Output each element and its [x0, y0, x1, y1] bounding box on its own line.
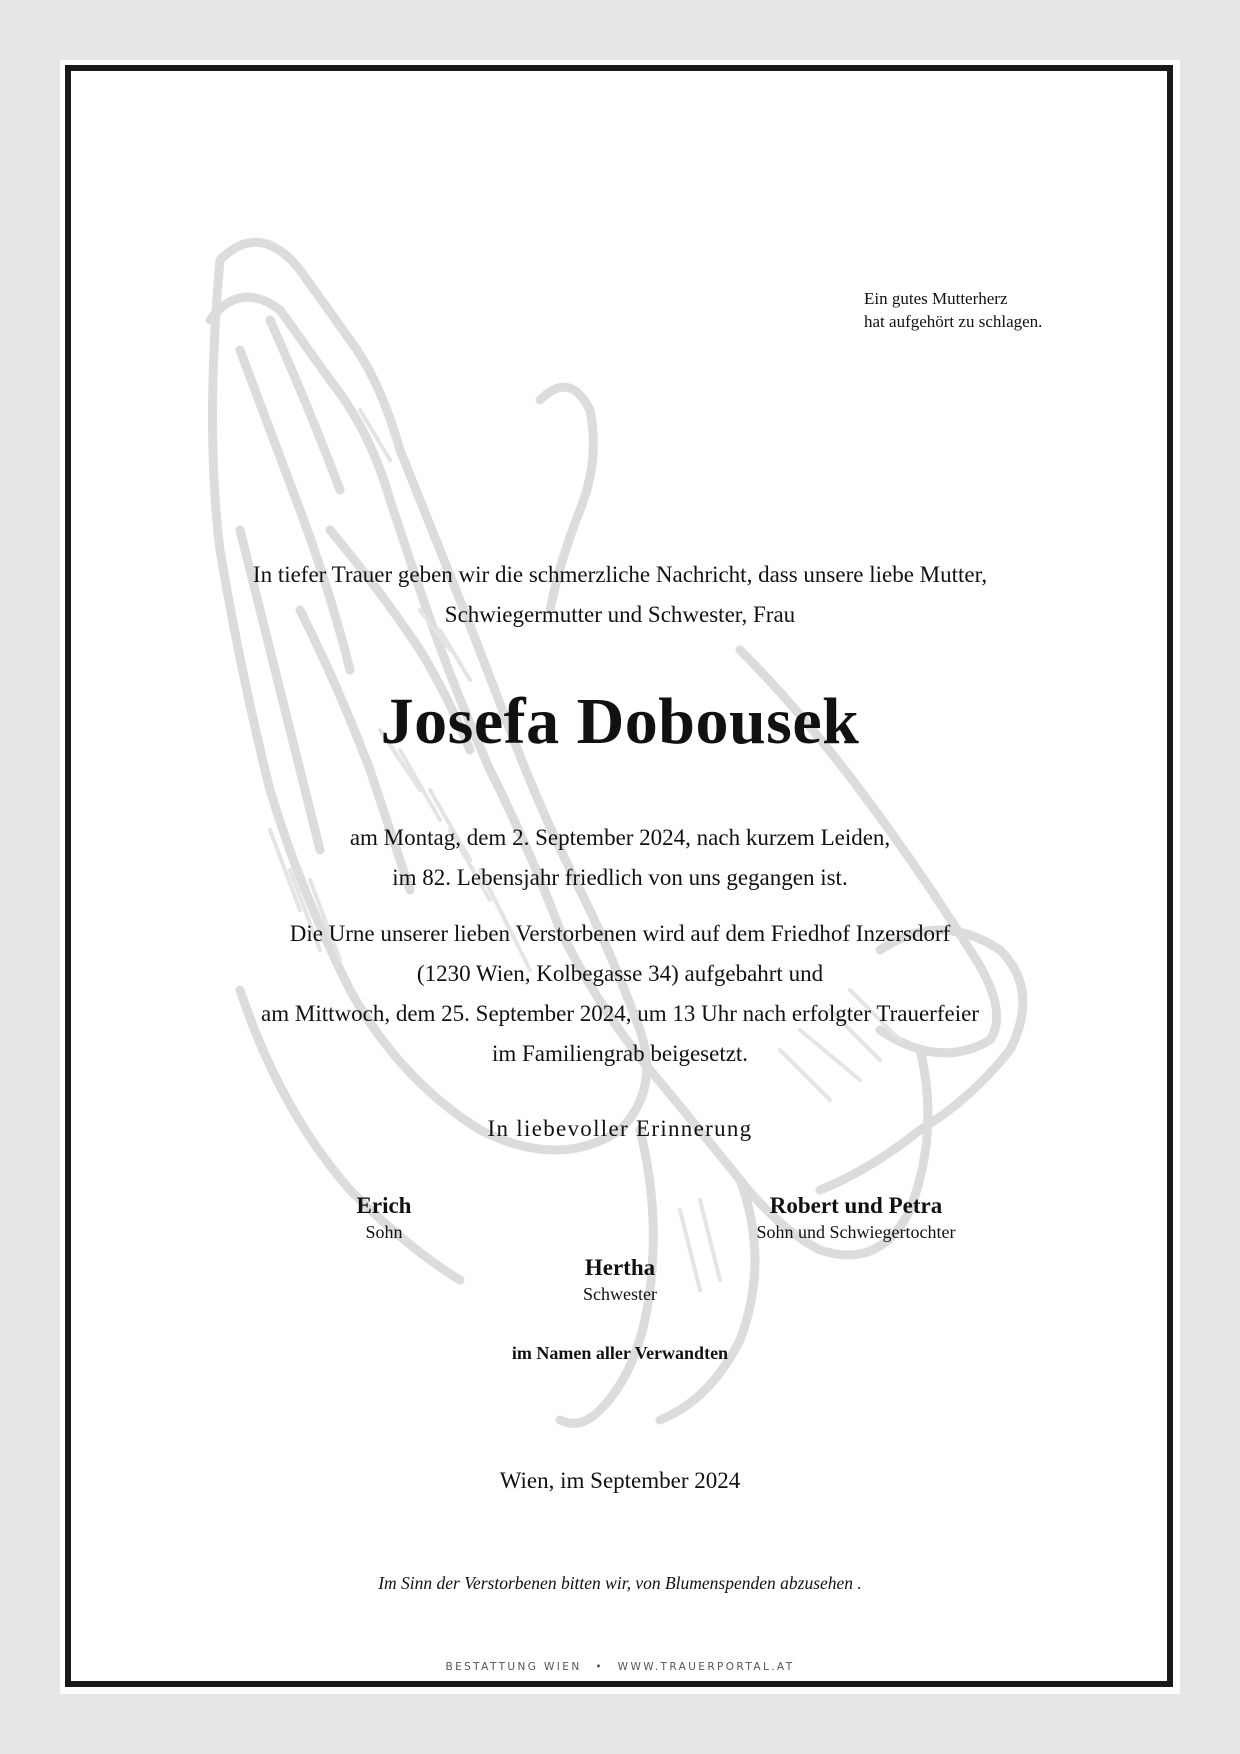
deceased-name: Josefa Dobousek	[380, 685, 860, 758]
mourner-name: Robert und Petra	[769, 1193, 943, 1218]
motto-line-2: hat aufgehört zu schlagen.	[864, 312, 1043, 331]
intro-line-1: In tiefer Trauer geben wir die schmerzliche Nachricht, dass unsere liebe Mutter,	[252, 562, 988, 587]
mourner-hertha	[460, 1254, 780, 1307]
announcement-intro	[160, 555, 1080, 635]
footer-website-link[interactable]: WWW.TRAUERPORTAL.AT	[617, 1661, 795, 1673]
funeral-line-3: am Mittwoch, dem 25. September 2024, um 13 Uhr nach erfolgter Trauerfeier	[261, 1001, 979, 1026]
death-notice	[160, 818, 1080, 898]
death-line-1: am Montag, dem 2. September 2024, nach kurzem Leiden,	[349, 825, 891, 850]
mourner-name: Hertha	[584, 1255, 656, 1280]
mourner-relation: Schwester	[583, 1284, 657, 1304]
mourner-robert-und-petra	[696, 1192, 1016, 1245]
place-date: Wien, im September 2024	[499, 1468, 741, 1493]
mourner-erich	[224, 1192, 544, 1245]
motto-line-1: Ein gutes Mutterherz	[864, 289, 1008, 308]
footer	[160, 1658, 1080, 1676]
funeral-line-2: (1230 Wien, Kolbegasse 34) aufgebahrt und	[416, 961, 824, 986]
mourner-name: Erich	[356, 1193, 412, 1218]
funeral-details	[160, 914, 1080, 1074]
motto-quote	[864, 287, 1124, 333]
funeral-line-4: im Familiengrab beigesetzt.	[491, 1041, 749, 1066]
footer-separator: •	[595, 1661, 604, 1673]
memory-heading: In liebevoller Erinnerung	[487, 1116, 753, 1141]
death-line-2: im 82. Lebensjahr friedlich von uns gegangen ist.	[392, 865, 848, 890]
flowers-note: Im Sinn der Verstorbenen bitten wir, von Blumenspenden abzusehen .	[378, 1573, 862, 1593]
mourner-relation: Sohn und Schwiegertochter	[756, 1222, 956, 1242]
funeral-line-1: Die Urne unserer lieben Verstorbenen wird auf dem Friedhof Inzersdorf	[289, 921, 951, 946]
mourner-relation: Sohn	[365, 1222, 403, 1242]
relatives-note: im Namen aller Verwandten	[511, 1343, 729, 1363]
intro-line-2: Schwiegermutter und Schwester, Frau	[444, 602, 796, 627]
footer-company: BESTATTUNG WIEN	[445, 1661, 582, 1673]
